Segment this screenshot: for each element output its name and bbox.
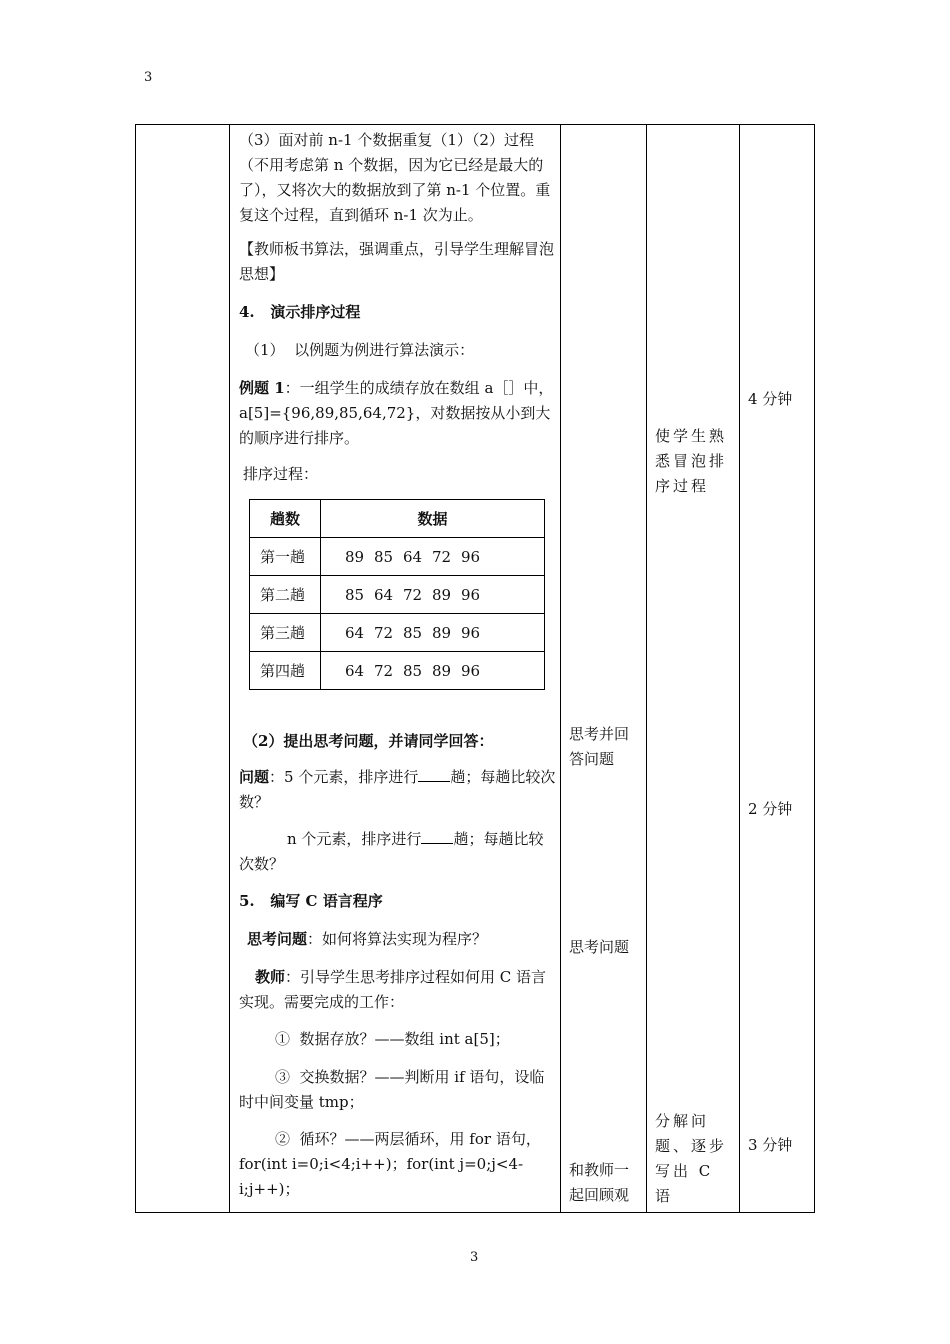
table-row xyxy=(250,614,545,652)
column-divider xyxy=(560,125,561,1212)
value: 64 xyxy=(345,661,365,680)
value: 89 xyxy=(432,585,452,604)
answer-blank xyxy=(418,767,450,782)
page-number-bottom: 3 xyxy=(470,1250,479,1265)
question1-part-a: ：5 个元素，排序进行 xyxy=(269,768,419,786)
value: 96 xyxy=(461,585,481,604)
section4-heading: 4. 演示排序过程 xyxy=(239,303,361,321)
question1-part-b: 趟；每趟比较次数？ xyxy=(239,768,556,811)
pass-values xyxy=(321,652,545,690)
table-row xyxy=(250,576,545,614)
think-text: ：如何将算法实现为程序？ xyxy=(307,930,488,948)
work-item-3: ② 循环？——两层循环，用 for 语句，for(int i=0;i<4;i++)；for(int j=0;j<4-i;j++)； xyxy=(239,1130,541,1198)
work-item-1: ① 数据存放？——数组 int a[5]； xyxy=(275,1030,510,1048)
teacher-text: ：引导学生思考排序过程如何用 C 语言实现。需要完成的工作： xyxy=(239,968,547,1011)
sort-table-header xyxy=(250,500,545,538)
value: 85 xyxy=(374,547,394,566)
value: 96 xyxy=(461,547,481,566)
sort-process-label: 排序过程： xyxy=(243,465,319,483)
example-text: ：一组学生的成绩存放在数组 a［］中，a[5]={96,89,85,64,72}，对数据按从小到大的顺序进行排序。 xyxy=(239,379,554,447)
lesson-table xyxy=(135,124,815,1213)
example-paragraph xyxy=(239,376,557,451)
value: 72 xyxy=(432,547,452,566)
answer-blank xyxy=(421,829,453,844)
value: 72 xyxy=(374,623,394,642)
student-activity-3: 和教师一起回顾观 xyxy=(569,1161,630,1204)
header-data: 数据 xyxy=(321,500,545,538)
time-2: 2 分钟 xyxy=(748,800,793,818)
question2-part-b: 趟；每趟比较次数？ xyxy=(239,830,544,873)
teacher-paragraph xyxy=(239,965,557,1015)
pass-label: 第一趟 xyxy=(250,538,321,576)
value: 64 xyxy=(345,623,365,642)
pass-values xyxy=(321,538,545,576)
design-intent-2: 分解问题、逐步写出 C 语 xyxy=(655,1112,728,1205)
think-label: 思考问题 xyxy=(247,930,308,948)
pass-label: 第二趟 xyxy=(250,576,321,614)
design-intent-1: 使学生熟悉冒泡排序过程 xyxy=(655,427,728,495)
value: 85 xyxy=(403,623,423,642)
value: 89 xyxy=(432,661,452,680)
value: 96 xyxy=(461,623,481,642)
value: 85 xyxy=(403,661,423,680)
pass-values xyxy=(321,614,545,652)
step3-text: （3）面对前 n-1 个数据重复（1）（2）过程（不用考虑第 n 个数据，因为它已经是最大的了），又将次大的数据放到了第 n-1 个位置。重复这个过程，直到循环 n-1 次为止。 xyxy=(239,131,551,224)
example-label: 例题 1 xyxy=(239,379,285,397)
column-divider xyxy=(229,125,230,1212)
time-3: 3 分钟 xyxy=(748,1136,793,1154)
pass-label: 第四趟 xyxy=(250,652,321,690)
pass-values xyxy=(321,576,545,614)
value: 64 xyxy=(403,547,423,566)
question2 xyxy=(239,827,557,877)
teacher-label: 教师 xyxy=(255,968,286,986)
work-item-2: ③ 交换数据？——判断用 if 语句，设临时中间变量 tmp； xyxy=(239,1068,545,1111)
table-row xyxy=(250,652,545,690)
value: 89 xyxy=(345,547,365,566)
student-activity-2: 思考问题 xyxy=(569,938,630,956)
column-divider xyxy=(646,125,647,1212)
student-activity-1: 思考并回答问题 xyxy=(569,725,630,768)
question-heading: （2）提出思考问题，并请同学回答： xyxy=(243,732,494,750)
question1 xyxy=(239,765,557,815)
question2-part-a: n 个元素，排序进行 xyxy=(287,830,422,848)
question-label: 问题 xyxy=(239,768,270,786)
header-pass: 趟数 xyxy=(250,500,321,538)
value: 72 xyxy=(403,585,423,604)
teacher-note: 【教师板书算法，强调重点，引导学生理解冒泡思想】 xyxy=(239,240,555,283)
page-number-top: 3 xyxy=(144,70,153,85)
value: 85 xyxy=(345,585,365,604)
think-question xyxy=(239,927,565,952)
value: 96 xyxy=(461,661,481,680)
table-row xyxy=(250,538,545,576)
section5-heading: 5. 编写 C 语言程序 xyxy=(239,892,383,910)
column-divider xyxy=(739,125,740,1212)
pass-label: 第三趟 xyxy=(250,614,321,652)
sort-process-table xyxy=(249,499,545,690)
time-1: 4 分钟 xyxy=(748,390,793,408)
demo-intro: （1） 以例题为例进行算法演示： xyxy=(245,341,475,359)
value: 64 xyxy=(374,585,394,604)
value: 89 xyxy=(432,623,452,642)
value: 72 xyxy=(374,661,394,680)
